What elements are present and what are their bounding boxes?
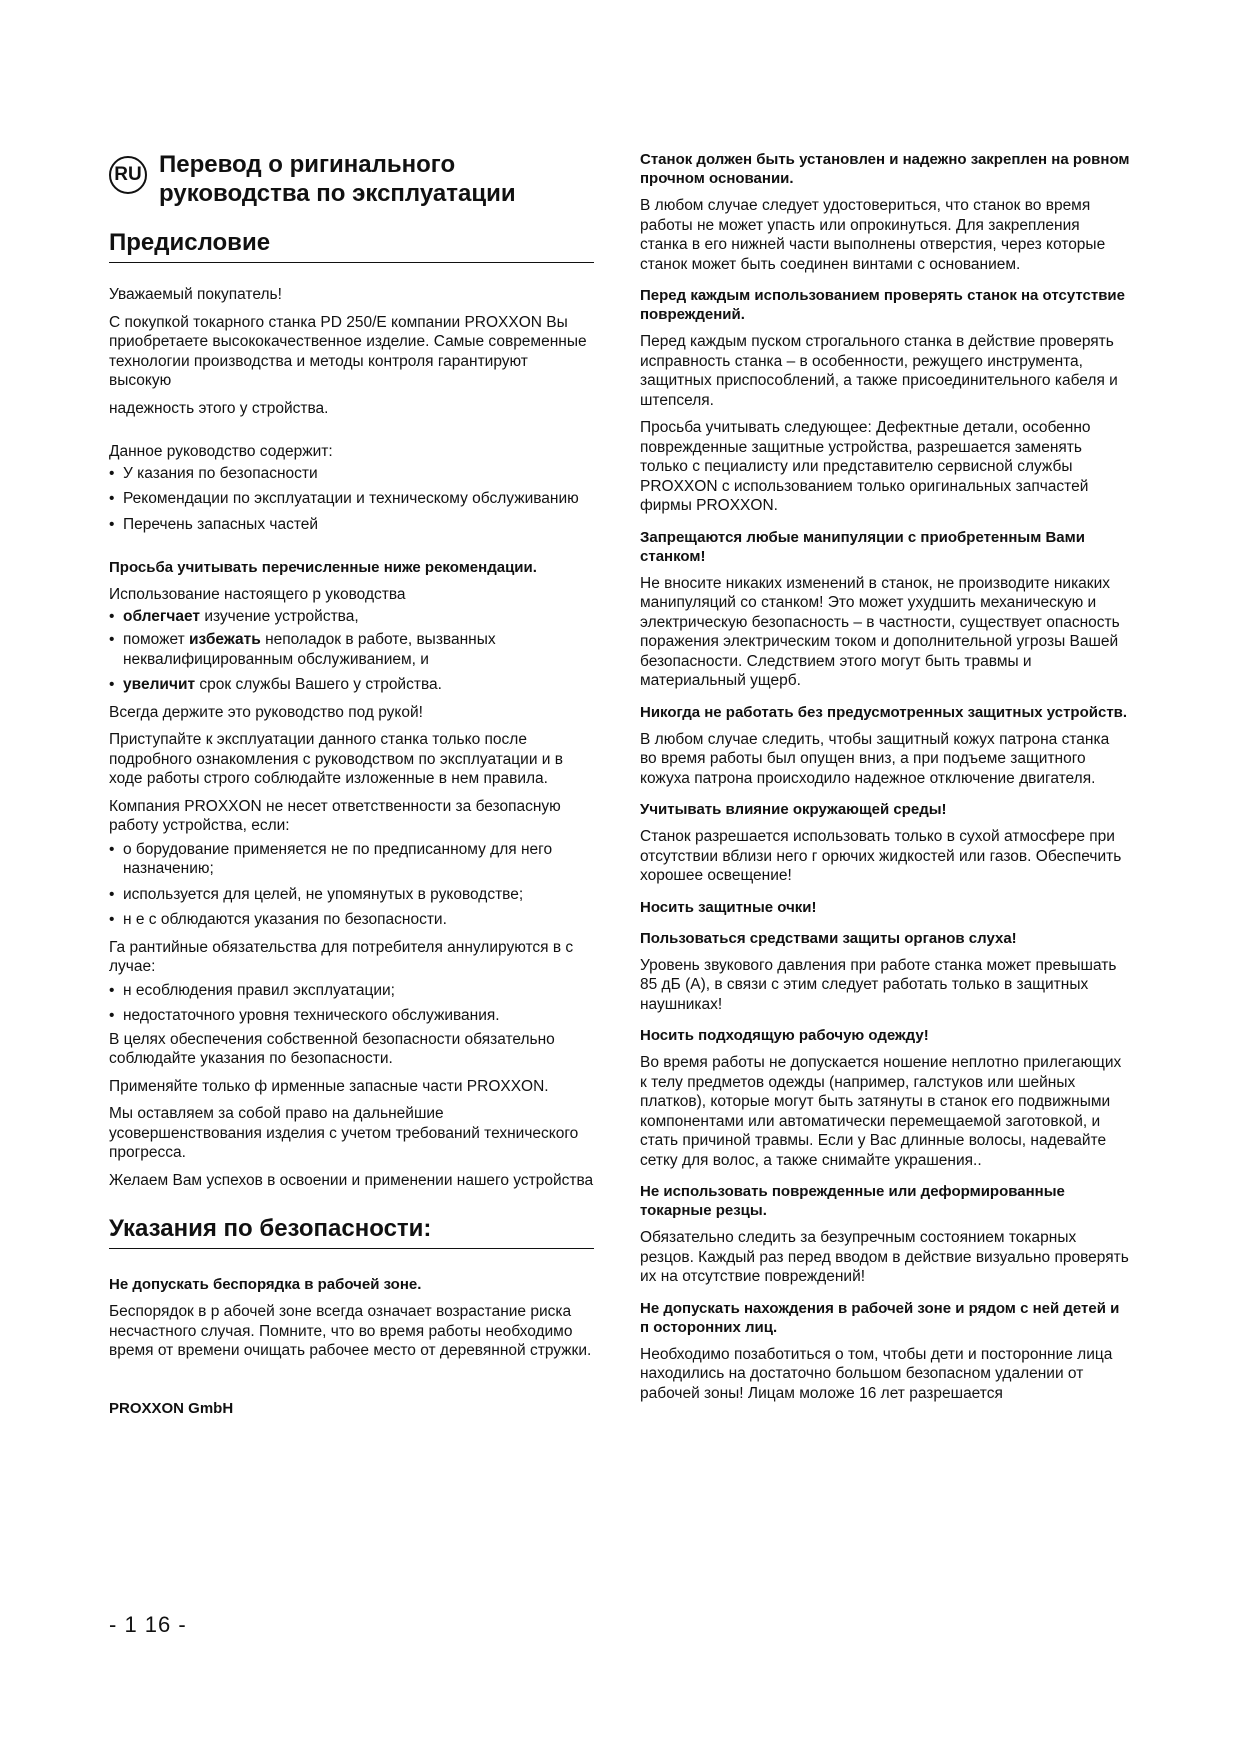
contents-label: Данное руководство содержит: <box>109 443 333 460</box>
usage-text: срок службы Вашего у стройства. <box>195 676 442 693</box>
page-number: - 1 16 - <box>109 1612 187 1637</box>
list-item: • Перечень запасных частей <box>109 515 594 535</box>
right-column <box>640 150 1130 1403</box>
list-item <box>109 630 594 669</box>
usage-bold: избежать <box>189 631 261 648</box>
section-subheading: Не допускать нахождения в рабочей зоне и рядом с ней детей и п осторонних лиц. <box>640 1299 1120 1336</box>
wish-paragraph: Желаем Вам успехов в освоении и применении нашего устройства <box>109 1171 594 1189</box>
list-item <box>109 607 594 627</box>
contents-list <box>109 464 594 535</box>
title-line-1: Перевод о ригинального <box>159 151 456 178</box>
section-subheading: Станок должен быть установлен и надежно закреплен на ровном прочном основании. <box>640 151 1130 187</box>
company-name: PROXXON GmbH <box>109 1399 234 1417</box>
usage-bold: увеличит <box>123 676 196 693</box>
note-heading: Просьба учитывать перечисленные ниже рекомендации. <box>109 559 537 576</box>
section-paragraph: В любом случае следует удостовериться, что станок во время работы не может упасть или опрокинуться. Для закрепления станка в его нижней части выполнены отверстия, через которые станок может быть соединен винтами с основанием. <box>640 197 1106 273</box>
section-paragraph: Просьба учитывать следующее: Дефектные детали, особенно поврежденные защитные устройства, разрешается заменять только с пециалисту или представителю сервисной службы PROXXON с использованием только оригинальных запчастей фирмы PROXXON. <box>640 419 1091 514</box>
section-subheading: Запрещаются любые манипуляции с приобретенным Вами станком! <box>640 528 1085 565</box>
list-item <box>109 675 594 695</box>
usage-bold: облегчает <box>123 607 201 625</box>
section-subheading: Никогда не работать без предусмотренных защитных устройств. <box>640 703 1128 721</box>
language-badge: RU <box>109 156 147 194</box>
section-subheading: Перед каждым использованием проверять станок на отсутствие повреждений. <box>640 287 1125 323</box>
list-item: • Рекомендации по эксплуатации и техническому обслуживанию <box>109 489 594 509</box>
section-subheading: Носить подходящую рабочую одежду! <box>640 1027 929 1044</box>
section-paragraph: Необходимо позаботиться о том, чтобы дети и посторонние лица находились на достаточно большом безопасном удалении от рабочей зоны! Лицам моложе 16 лет разрешается <box>640 1345 1113 1402</box>
list-item: • н е с облюдаются указания по безопасности. <box>109 910 594 930</box>
intro-paragraph-end: надежность этого у стройства. <box>109 399 329 417</box>
keep-manual: Всегда держите это руководство под рукой! <box>109 703 423 721</box>
preface-heading: Предисловие <box>109 228 594 263</box>
usage-text: неполадок в работе, вызванных неквалифицированным обслуживанием, и <box>123 631 496 668</box>
section-paragraph: Перед каждым пуском строгального станка в действие проверять исправность станка – в особенности, режущего инструмента, защитных приспособлений, а также присоединительного кабеля и штепселя. <box>640 333 1118 409</box>
section-paragraph: Уровень звукового давления при работе станка может превышать 85 дБ (А), в связи с этим следует работать только в защитных наушниках! <box>640 956 1117 1013</box>
section-paragraph: Не вносите никаких изменений в станок, не производите никаких манипуляций со станком! Это может ухудшить механическую и электрическую безопасность – в частности, существует опасность поражения электрическим током и дополнительной угрозы Вашей безопасности. Следствием этого могут быть травмы и материальный ущерб. <box>640 574 1120 689</box>
intro-paragraph: С покупкой токарного станка PD 250/E компании PROXXON Вы приобретаете высококачественное изделие. Самые современные технологии производства и методы контроля гарантируют высокую <box>109 313 587 389</box>
section-subheading: Пользоваться средствами защиты органов слуха! <box>640 929 1017 947</box>
usage-pre: поможет <box>123 631 189 648</box>
title-line-2: руководства по эксплуатации <box>159 180 516 207</box>
warranty-paragraph: Га рантийные обязательства для потребителя аннулируются в с лучае: <box>109 938 574 975</box>
list-item: • У казания по безопасности <box>109 464 594 484</box>
greeting: Уважаемый покупатель! <box>109 286 282 303</box>
list-item: • недостаточного уровня технического обслуживания. <box>109 1006 594 1026</box>
document-title <box>159 150 516 208</box>
usage-list <box>109 607 594 695</box>
section-subheading: Носить защитные очки! <box>640 898 817 916</box>
start-paragraph: Приступайте к эксплуатации данного станка только после подробного ознакомления с руководством по эксплуатации и в ходе работы строго соблюдайте изложенные в нем правила. <box>109 731 563 787</box>
section-paragraph: Станок разрешается использовать только в сухой атмосфере при отсутствии вблизи него г орючих жидкостей или газов. Обеспечить хорошее освещение! <box>640 828 1122 884</box>
section-paragraph: Обязательно следить за безупречным состоянием токарных резцов. Каждый раз перед вводом в действие визуально проверять их на отсутствие повреждений! <box>640 1229 1129 1285</box>
usage-intro: Использование настоящего р уководства <box>109 586 406 603</box>
section-paragraph: Во время работы не допускается ношение неплотно прилегающих к телу предметов одежды (например, галстуков или шейных платков), которые могут быть затянуты в станок его подвижными компонентами или автоматически перемещаемой заготовкой, и стать причиной травмы. Если у Вас длинные волосы, надевайте сетку для волос, а также снимайте украшения.. <box>640 1054 1122 1169</box>
usage-text: изучение устройства, <box>200 607 359 625</box>
section-subheading: Не использовать поврежденные или деформированные токарные резцы. <box>640 1183 1065 1219</box>
document-header <box>109 150 594 208</box>
safety-heading: Указания по безопасности: <box>109 1214 594 1249</box>
disorder-paragraph: Беспорядок в р абочей зоне всегда означает возрастание риска несчастного случая. Помните, что во время работы необходимо время от времени очищать рабочее место от деревянной стружки. <box>109 1303 592 1359</box>
list-item: • н есоблюдения правил эксплуатации; <box>109 981 594 1001</box>
liability-list <box>109 840 594 930</box>
disorder-heading: Не допускать беспорядка в рабочей зоне. <box>109 1276 422 1293</box>
liability-paragraph: Компания PROXXON не несет ответственности за безопасную работу устройства, если: <box>109 797 561 834</box>
left-column <box>109 150 594 1418</box>
warranty-list <box>109 981 594 1026</box>
section-subheading: Учитывать влияние окружающей среды! <box>640 801 947 818</box>
improvement-paragraph: Мы оставляем за собой право на дальнейшие усовершенствования изделия с учетом требований технического прогресса. <box>109 1105 579 1161</box>
section-paragraph: В любом случае следить, чтобы защитный кожух патрона станка во время работы был опущен вниз, а при подъеме защитного кожуха патрона происходило надежное отключение двигателя. <box>640 730 1110 787</box>
list-item: • о борудование применяется не по предписанному для него назначению; <box>109 840 594 879</box>
spare-parts-paragraph: Применяйте только ф ирменные запасные части PROXXON. <box>109 1077 549 1095</box>
list-item: • используется для целей, не упомянутых в руководстве; <box>109 885 594 905</box>
own-safety-paragraph: В целях обеспечения собственной безопасности обязательно соблюдайте указания по безопасности. <box>109 1030 555 1067</box>
